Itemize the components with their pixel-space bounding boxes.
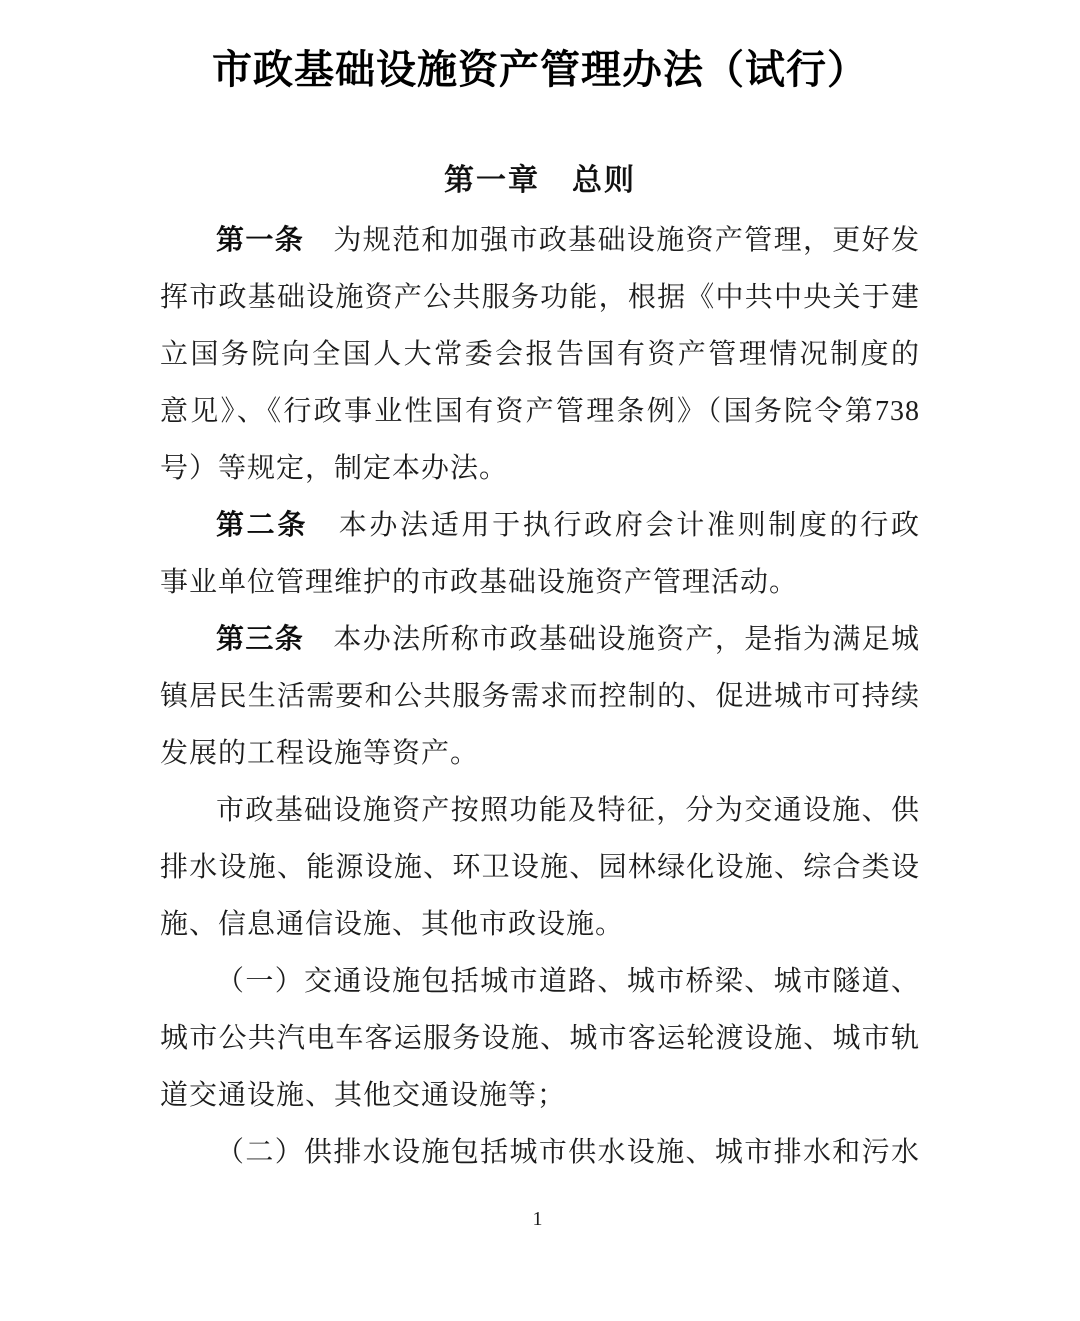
paragraph — [160, 611, 920, 782]
text-line: 发展的工程设施等资产。 — [160, 738, 480, 769]
document-body — [0, 212, 1080, 1181]
text-line: 第一条 为规范和加强市政基础设施资产管理，更好发 — [216, 225, 920, 256]
text-line: 第三条 本办法所称市政基础设施资产，是指为满足城 — [216, 624, 920, 655]
article-number: 第一条 — [216, 225, 305, 256]
text-line: 事业单位管理维护的市政基础设施资产管理活动。 — [160, 567, 799, 598]
text-line: （一）交通设施包括城市道路、城市桥梁、城市隧道、 — [216, 966, 920, 997]
text-line: 城市公共汽电车客运服务设施、城市客运轮渡设施、城市轨 — [160, 1023, 920, 1054]
text-line: （二）供排水设施包括城市供水设施、城市排水和污水 — [216, 1137, 920, 1168]
text-line: 市政基础设施资产按照功能及特征，分为交通设施、供 — [216, 795, 920, 826]
text-line: 排水设施、能源设施、环卫设施、园林绿化设施、综合类设 — [160, 852, 920, 883]
paragraph — [160, 497, 920, 611]
text-line: 道交通设施、其他交通设施等； — [160, 1080, 567, 1111]
paragraph — [160, 953, 920, 1124]
page-number: 1 — [532, 1208, 543, 1230]
article-number: 第三条 — [216, 624, 305, 655]
article-number: 第二条 — [216, 510, 309, 541]
paragraph — [160, 782, 920, 953]
chapter-heading: 第一章 总则 — [444, 164, 636, 197]
text-line: 施、信息通信设施、其他市政设施。 — [160, 909, 625, 940]
text-line: 意见》、《行政事业性国有资产管理条例》（国务院令第738 — [160, 396, 920, 427]
text-line: 第二条 本办法适用于执行政府会计准则制度的行政 — [216, 510, 920, 541]
text-line: 立国务院向全国人大常委会报告国有资产管理情况制度的 — [160, 339, 920, 370]
document-title: 市政基础设施资产管理办法（试行） — [212, 47, 868, 92]
text-line: 挥市政基础设施资产公共服务功能，根据《中共中央关于建 — [160, 282, 920, 313]
paragraph — [160, 212, 920, 497]
text-line: 号）等规定，制定本办法。 — [160, 453, 509, 484]
text-line: 镇居民生活需要和公共服务需求而控制的、促进城市可持续 — [160, 681, 920, 712]
paragraph — [160, 1124, 920, 1181]
